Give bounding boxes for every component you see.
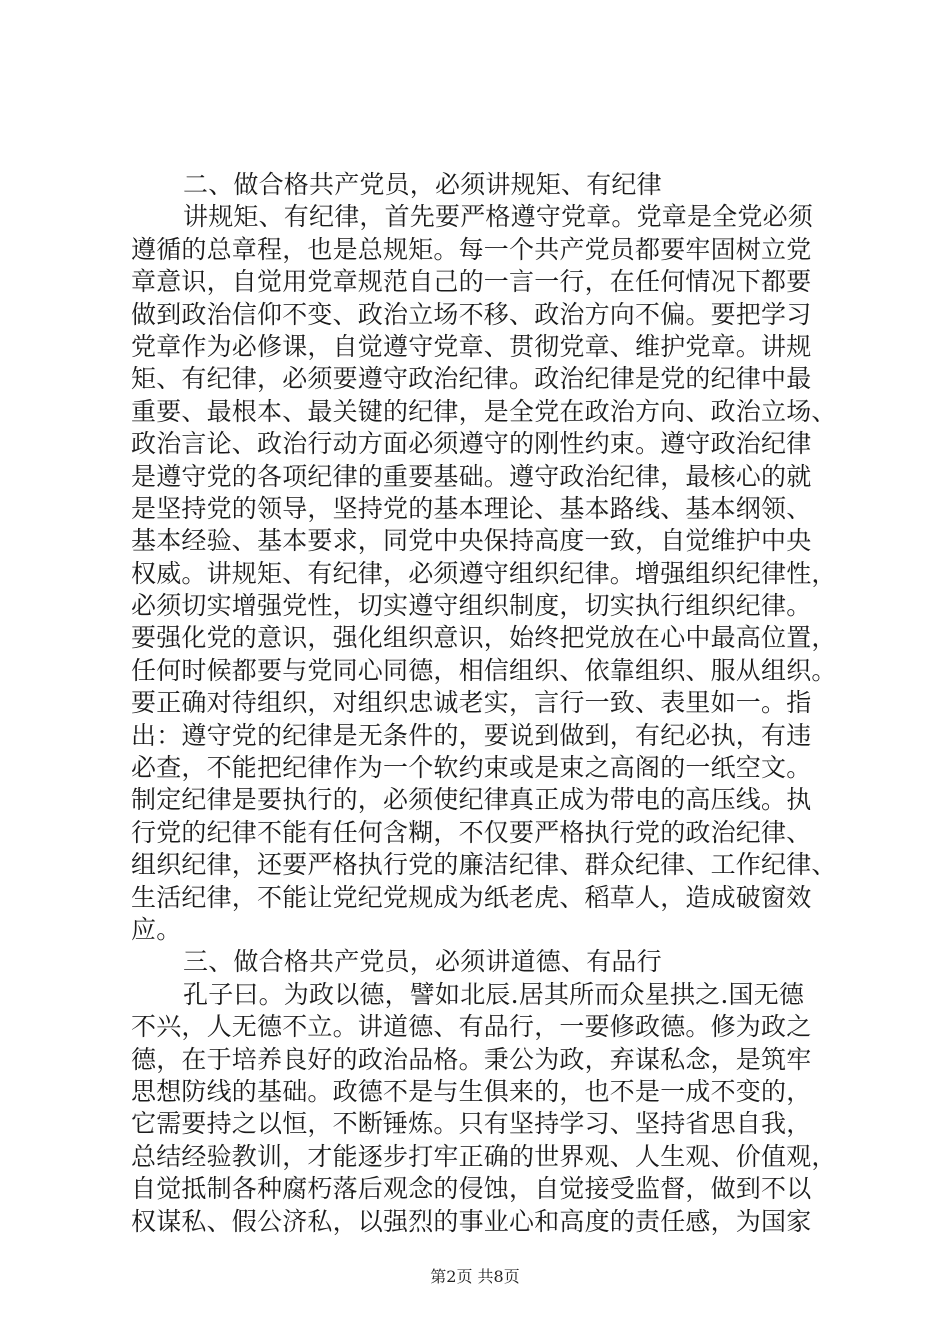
text-line: 生活纪律，不能让党纪党规成为纸老虎、稻草人，造成破窗效: [131, 882, 812, 912]
text-line: 遵循的总章程，也是总规矩。每一个共产党员都要牢固树立党: [131, 234, 812, 264]
text-line: 章意识，自觉用党章规范自己的一言一行，在任何情况下都要: [131, 267, 812, 297]
text-line: 是遵守党的各项纪律的重要基础。遵守政治纪律，最核心的就: [131, 461, 812, 491]
paragraph-first-line: 讲规矩、有纪律，首先要严格遵守党章。党章是全党必须: [183, 202, 814, 232]
text-line: 总结经验教训，才能逐步打牢正确的世界观、人生观、价值观，: [131, 1141, 837, 1171]
text-line: 基本经验、基本要求，同党中央保持高度一致，自觉维护中央: [131, 526, 812, 556]
text-line: 应。: [131, 914, 182, 944]
text-line: 出：遵守党的纪律是无条件的，要说到做到，有纪必执，有违: [131, 720, 812, 750]
paragraph-first-line: 三、做合格共产党员，必须讲道德、有品行: [183, 947, 662, 977]
text-line: 权谋私、假公济私，以强烈的事业心和高度的责任感，为国家: [131, 1206, 812, 1236]
text-line: 是坚持党的领导，坚持党的基本理论、基本路线、基本纲领、: [131, 493, 812, 523]
text-line: 自觉抵制各种腐朽落后观念的侵蚀，自觉接受监督，做到不以: [131, 1174, 812, 1204]
text-line: 权威。讲规矩、有纪律，必须遵守组织纪律。增强组织纪律性，: [131, 558, 837, 588]
text-line: 行党的纪律不能有任何含糊，不仅要严格执行党的政治纪律、: [131, 817, 812, 847]
text-line: 重要、最根本、最关键的纪律，是全党在政治方向、政治立场、: [131, 396, 837, 426]
text-line: 不兴，人无德不立。讲道德、有品行，一要修政德。修为政之: [131, 1012, 812, 1042]
document-body: [131, 169, 837, 1238]
text-line: 任何时候都要与党同心同德，相信组织、依靠组织、服从组织。: [131, 655, 837, 685]
text-line: 矩、有纪律，必须要遵守政治纪律。政治纪律是党的纪律中最: [131, 364, 812, 394]
page-footer: 第2页 共8页: [430, 1267, 520, 1286]
text-line: 思想防线的基础。政德不是与生俱来的，也不是一成不变的，: [131, 1076, 812, 1106]
text-line: 必须切实增强党性，切实遵守组织制度，切实执行组织纪律。: [131, 591, 812, 621]
text-line: 要强化党的意识，强化组织意识，始终把党放在心中最高位置，: [131, 623, 837, 653]
paragraph-first-line: 孔子曰。为政以德，譬如北辰.居其所而众星拱之.国无德: [183, 979, 805, 1009]
text-line: 必查，不能把纪律作为一个软约束或是束之高阁的一纸空文。: [131, 753, 812, 783]
text-line: 制定纪律是要执行的，必须使纪律真正成为带电的高压线。执: [131, 785, 812, 815]
text-line: 组织纪律，还要严格执行党的廉洁纪律、群众纪律、工作纪律、: [131, 850, 837, 880]
text-line: 党章作为必修课，自觉遵守党章、贯彻党章、维护党章。讲规: [131, 331, 812, 361]
text-line: 做到政治信仰不变、政治立场不移、政治方向不偏。要把学习: [131, 299, 812, 329]
text-line: 要正确对待组织，对组织忠诚老实，言行一致、表里如一。指: [131, 688, 812, 718]
text-line: 德，在于培养良好的政治品格。秉公为政，弃谋私念，是筑牢: [131, 1044, 812, 1074]
text-line: 它需要持之以恒，不断锤炼。只有坚持学习、坚持省思自我，: [131, 1109, 812, 1139]
paragraph-first-line: 二、做合格共产党员，必须讲规矩、有纪律: [183, 170, 662, 199]
text-line: 政治言论、政治行动方面必须遵守的刚性约束。遵守政治纪律: [131, 429, 812, 459]
